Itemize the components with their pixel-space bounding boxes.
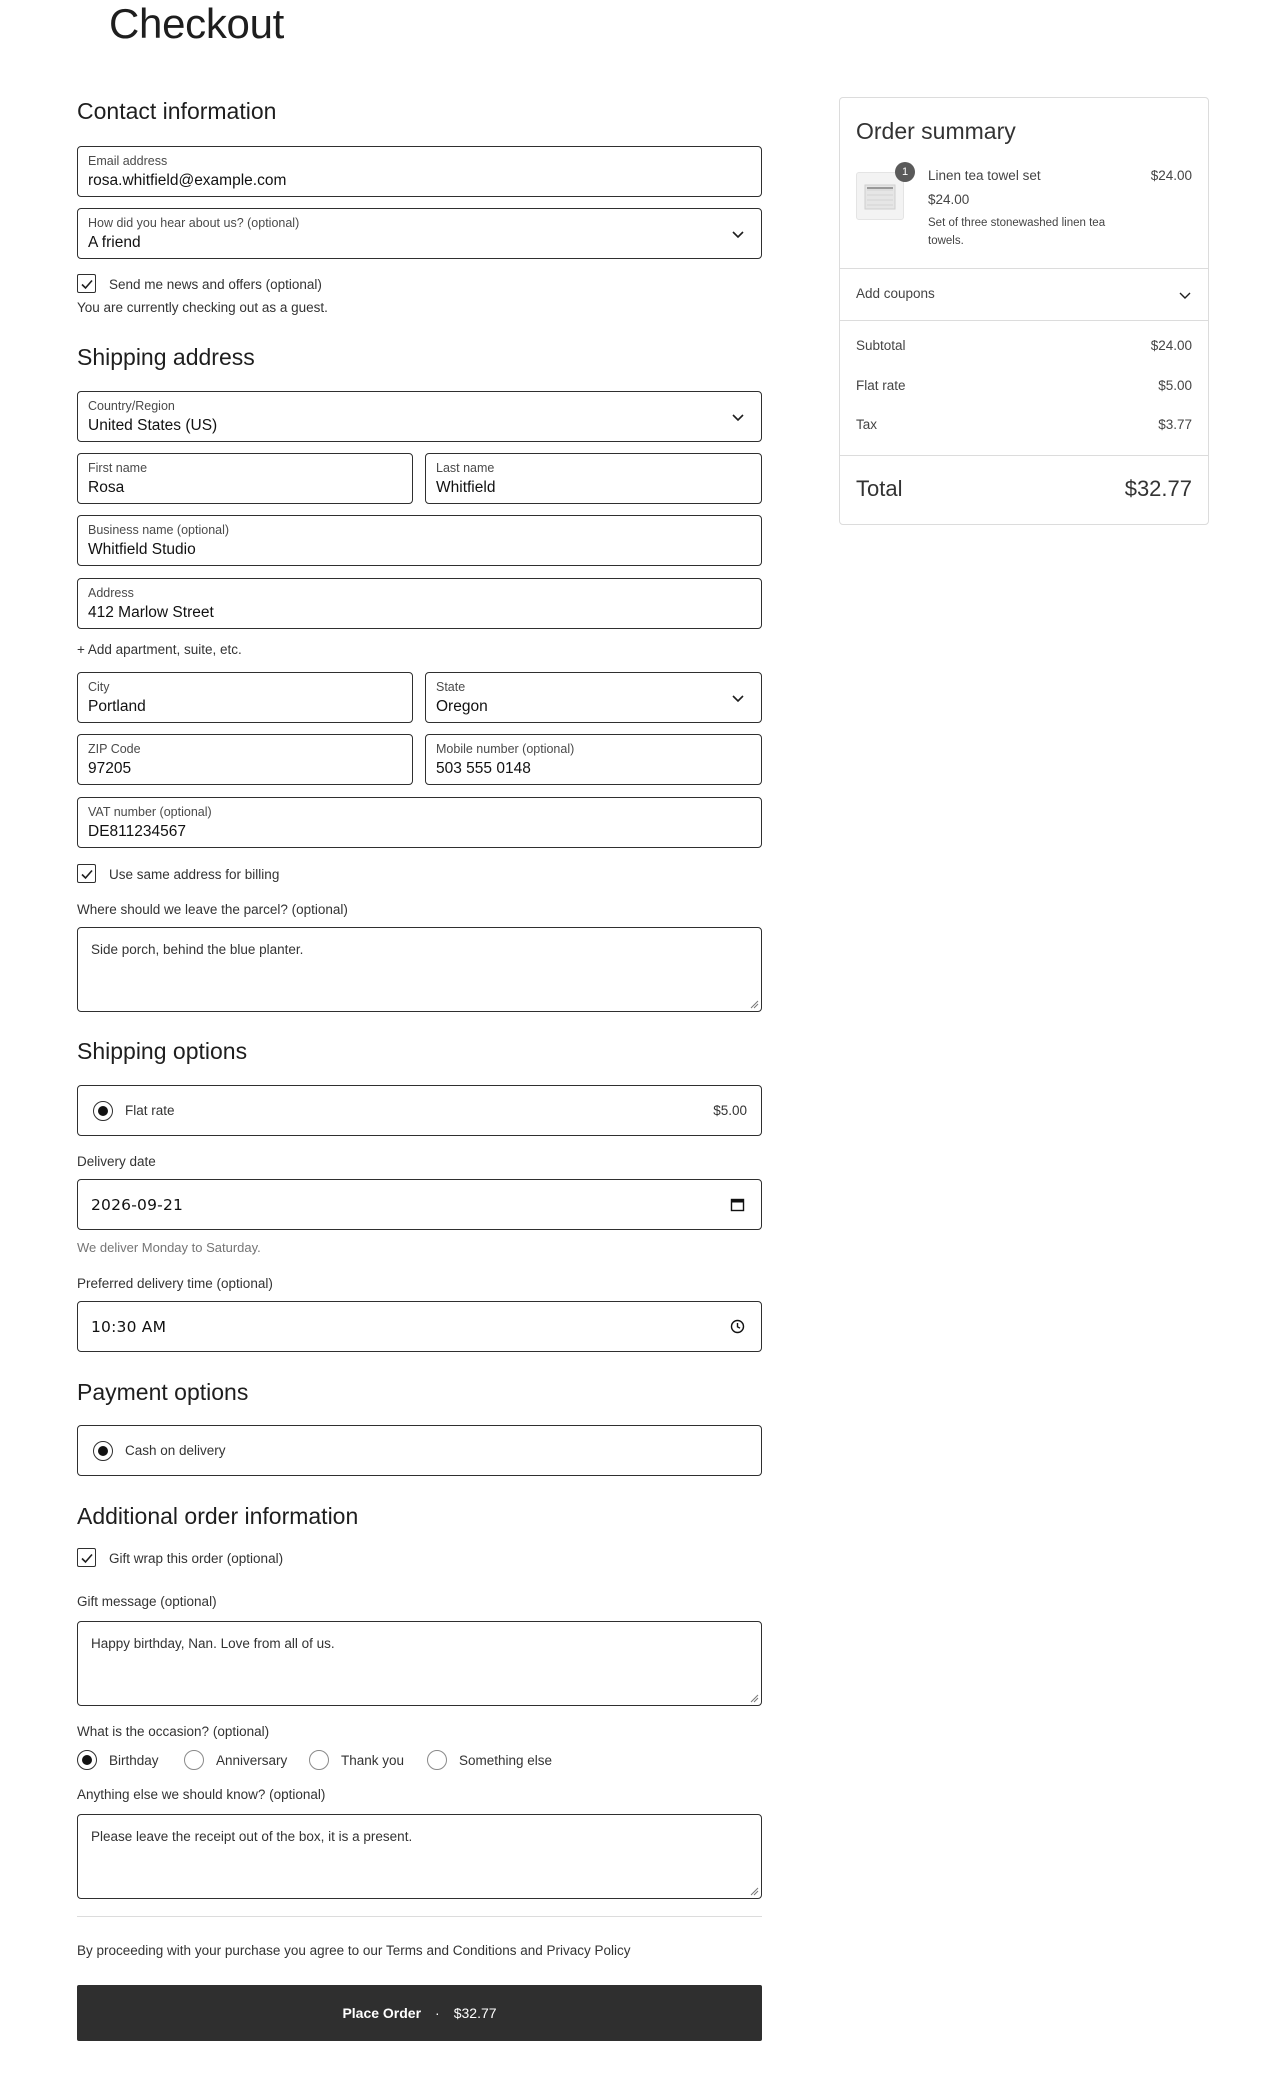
address-field[interactable] — [77, 578, 762, 629]
email-value: rosa.whitfield@example.com — [88, 172, 287, 189]
same-billing-label: Use same address for billing — [109, 867, 280, 882]
parcel-value: Side porch, behind the blue planter. — [91, 942, 304, 957]
shipping-heading: Shipping address — [77, 344, 255, 370]
subtotal-label: Subtotal — [856, 338, 906, 353]
email-label: Email address — [88, 154, 168, 168]
delivery-time-label: Preferred delivery time (optional) — [77, 1276, 273, 1291]
add-coupons-toggle[interactable] — [840, 269, 1208, 320]
tax-label: Tax — [856, 417, 878, 432]
payment-method-option[interactable] — [77, 1425, 762, 1476]
vat-value: DE811234567 — [88, 823, 186, 840]
business-label: Business name (optional) — [88, 523, 230, 537]
occasion-anniversary-label: Anniversary — [216, 1753, 288, 1768]
place-order-separator: · — [435, 2005, 440, 2021]
checkmark-icon — [80, 277, 94, 291]
occasion-birthday-radio[interactable] — [77, 1750, 97, 1770]
shipping-method-option[interactable] — [77, 1085, 762, 1136]
last-name-label: Last name — [436, 461, 495, 475]
product-thumbnail — [856, 172, 904, 220]
delivery-date-input[interactable] — [77, 1179, 762, 1230]
first-name-label: First name — [88, 461, 148, 475]
item-name: Linen tea towel set — [928, 168, 1041, 183]
city-field[interactable] — [77, 672, 413, 723]
payment-method-label: Cash on delivery — [125, 1443, 226, 1458]
notes-value: Please leave the receipt out of the box, it is a present. — [91, 1829, 413, 1844]
country-select[interactable] — [77, 391, 762, 442]
subtotal-value: $24.00 — [1150, 338, 1192, 353]
same-billing-checkbox[interactable] — [77, 864, 96, 883]
resize-grip-icon[interactable] — [750, 1887, 759, 1896]
tax-value: $3.77 — [1158, 417, 1192, 432]
mobile-value: 503 555 0148 — [436, 760, 531, 777]
resize-grip-icon[interactable] — [750, 1000, 759, 1009]
cash-on-delivery-radio[interactable] — [93, 1441, 113, 1461]
place-order-label: Place Order — [342, 2005, 422, 2021]
order-summary — [839, 97, 1209, 525]
parcel-label: Where should we leave the parcel? (optional) — [77, 902, 348, 917]
gift-wrap-checkbox[interactable] — [77, 1548, 96, 1567]
address-label: Address — [88, 586, 134, 600]
guest-note: You are currently checking out as a guest. — [77, 300, 328, 315]
address-value: 412 Marlow Street — [88, 604, 214, 621]
occasion-other-radio[interactable] — [427, 1750, 447, 1770]
gift-wrap-label: Gift wrap this order (optional) — [109, 1551, 284, 1566]
summary-divider — [840, 455, 1208, 456]
mobile-field[interactable] — [425, 734, 762, 785]
order-summary-title: Order summary — [856, 118, 1016, 144]
newsletter-label: Send me news and offers (optional) — [109, 277, 322, 292]
form-divider — [77, 1916, 762, 1917]
vat-label: VAT number (optional) — [88, 805, 212, 819]
place-order-amount: $32.77 — [453, 2005, 497, 2021]
item-quantity-badge: 1 — [895, 162, 915, 182]
place-order-button[interactable] — [77, 1985, 762, 2041]
state-value: Oregon — [436, 698, 488, 715]
parcel-textarea[interactable] — [77, 927, 762, 1012]
chevron-down-icon — [731, 410, 745, 424]
referral-select[interactable] — [77, 208, 762, 259]
business-field[interactable] — [77, 515, 762, 566]
last-name-field[interactable] — [425, 453, 762, 504]
calendar-icon[interactable] — [730, 1197, 745, 1212]
flat-rate-radio[interactable] — [93, 1101, 113, 1121]
gift-message-textarea[interactable] — [77, 1621, 762, 1706]
city-value: Portland — [88, 698, 146, 715]
occasion-label: What is the occasion? (optional) — [77, 1724, 270, 1739]
total-value: $32.77 — [1124, 476, 1192, 501]
referral-value: A friend — [88, 234, 141, 251]
gift-message-label: Gift message (optional) — [77, 1594, 217, 1609]
total-label: Total — [856, 476, 903, 501]
notes-textarea[interactable] — [77, 1814, 762, 1899]
shipping-options-heading: Shipping options — [77, 1038, 248, 1064]
occasion-thankyou-label: Thank you — [341, 1753, 405, 1768]
referral-label: How did you hear about us? (optional) — [88, 216, 300, 230]
vat-field[interactable] — [77, 797, 762, 848]
shipping-method-label: Flat rate — [125, 1103, 175, 1118]
add-coupons-label: Add coupons — [856, 286, 935, 301]
add-apartment-link[interactable]: + Add apartment, suite, etc. — [77, 642, 242, 657]
chevron-down-icon — [731, 691, 745, 705]
country-label: Country/Region — [88, 399, 175, 413]
first-name-value: Rosa — [88, 479, 125, 496]
item-line-total: $24.00 — [1150, 168, 1192, 183]
zip-value: 97205 — [88, 760, 132, 777]
delivery-date-hint: We deliver Monday to Saturday. — [77, 1240, 261, 1255]
summary-divider — [840, 320, 1208, 321]
additional-heading: Additional order information — [77, 1503, 359, 1529]
clock-icon[interactable] — [730, 1319, 745, 1334]
checkmark-icon — [80, 867, 94, 881]
shipping-cost-value: $5.00 — [1158, 378, 1192, 393]
delivery-date-value: 2026-09-21 — [91, 1196, 184, 1214]
zip-field[interactable] — [77, 734, 413, 785]
occasion-thankyou-radio[interactable] — [309, 1750, 329, 1770]
zip-label: ZIP Code — [88, 742, 141, 756]
item-description: Set of three stonewashed linen tea towels. — [928, 217, 1106, 247]
gift-message-value: Happy birthday, Nan. Love from all of us. — [91, 1636, 335, 1651]
mobile-label: Mobile number (optional) — [436, 742, 575, 756]
terms-text: By proceeding with your purchase you agree to our Terms and Conditions and Privacy Policy — [77, 1943, 631, 1958]
occasion-birthday-label: Birthday — [109, 1753, 159, 1768]
occasion-other-label: Something else — [459, 1753, 553, 1768]
resize-grip-icon[interactable] — [750, 1694, 759, 1703]
chevron-down-icon — [1178, 288, 1192, 302]
notes-label: Anything else we should know? (optional) — [77, 1787, 326, 1802]
country-value: United States (US) — [88, 417, 218, 434]
item-unit-price: $24.00 — [928, 192, 970, 207]
shipping-method-price: $5.00 — [713, 1103, 747, 1118]
contact-heading: Contact information — [77, 98, 277, 124]
delivery-time-value: 10:30 AM — [91, 1318, 167, 1336]
checkmark-icon — [80, 1551, 94, 1565]
state-select[interactable] — [425, 672, 762, 723]
email-field[interactable] — [77, 146, 762, 197]
newsletter-checkbox[interactable] — [77, 274, 96, 293]
delivery-date-label: Delivery date — [77, 1154, 156, 1169]
city-label: City — [88, 680, 110, 694]
state-label: State — [436, 680, 466, 694]
payment-heading: Payment options — [77, 1379, 249, 1405]
business-value: Whitfield Studio — [88, 541, 196, 558]
first-name-field[interactable] — [77, 453, 413, 504]
occasion-anniversary-radio[interactable] — [184, 1750, 204, 1770]
last-name-value: Whitfield — [436, 479, 496, 496]
chevron-down-icon — [731, 227, 745, 241]
product-image-icon — [857, 173, 903, 219]
delivery-time-input[interactable] — [77, 1301, 762, 1352]
page-title: Checkout — [109, 0, 285, 47]
shipping-cost-label: Flat rate — [856, 378, 906, 393]
